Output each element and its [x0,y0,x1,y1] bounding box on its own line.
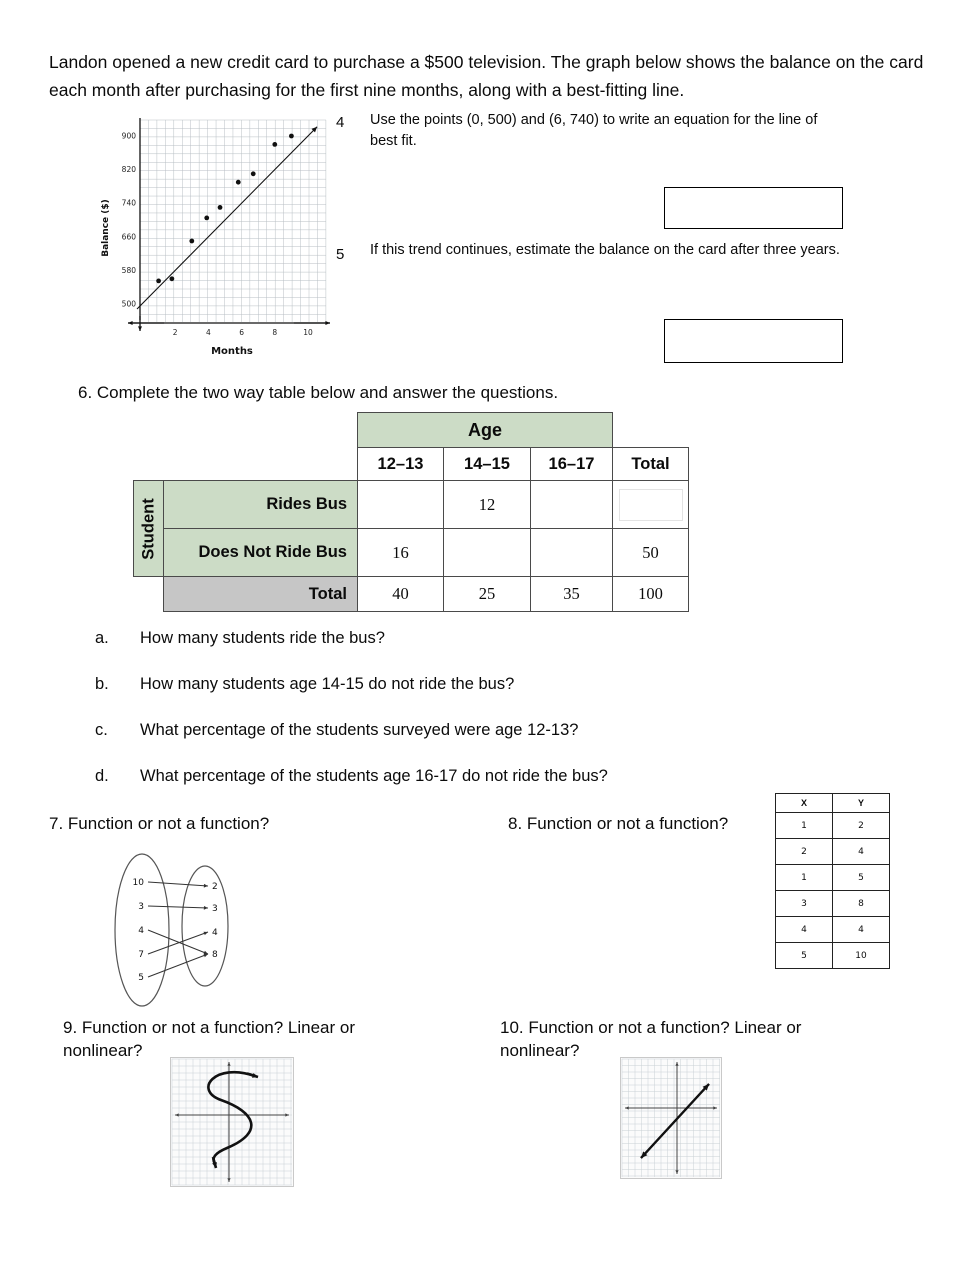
xy-row [776,943,890,969]
balance-graph-svg [94,108,336,366]
q5-answer-box[interactable] [664,319,843,363]
svg-text:4: 4 [138,926,144,936]
xy-cell: 4 [833,917,890,943]
table-spacer [134,577,164,612]
svg-text:900: 900 [121,131,136,141]
age-header-cell: Age [358,413,613,448]
s-curve [208,1072,258,1168]
subquestion-c-letter: c. [95,721,108,739]
row-label-total: Total [164,577,358,612]
q4-number: 4 [336,114,345,131]
cell-dnrb-12-13: 16 [358,529,444,577]
subquestion-b [95,675,514,694]
xy-table [775,793,890,969]
cell-total-16-17: 35 [531,577,613,612]
table-spacer [134,413,358,448]
q4-text: Use the points (0, 500) and (6, 740) to write an equation for the line of best fit. [370,112,818,149]
cell-ridesbus-16-17 [531,481,613,529]
cell-total-14-15: 25 [444,577,531,612]
answer-blank-box[interactable] [619,489,683,521]
xy-cell: 1 [776,813,833,839]
grid-lines [172,1059,292,1185]
q5-text: If this trend continues, estimate the balance on the card after three years. [370,242,840,258]
xy-cell: 5 [776,943,833,969]
col-header-16-17: 16–17 [531,448,613,481]
x-axis-label: Months [211,346,253,357]
xy-cell: 4 [833,839,890,865]
mapping-values [133,878,218,983]
table-spacer [613,413,689,448]
axes [128,118,330,331]
xy-cell: 4 [776,917,833,943]
svg-text:2: 2 [212,882,218,892]
svg-text:500: 500 [121,299,136,309]
svg-text:740: 740 [121,198,136,208]
q7-title: 7. Function or not a function? [49,814,270,833]
subquestion-d-letter: d. [95,767,109,785]
subquestion-d [95,767,608,786]
cell-dnrb-16-17 [531,529,613,577]
cell-ridesbus-total [613,481,689,529]
cell-total-total: 100 [613,577,689,612]
subquestion-b-letter: b. [95,675,109,693]
q8-title: 8. Function or not a function? [508,814,729,833]
col-header-14-15: 14–15 [444,448,531,481]
xy-row [776,865,890,891]
svg-text:4: 4 [212,928,218,938]
xy-cell: 5 [833,865,890,891]
xy-cell: 10 [833,943,890,969]
subquestion-a-text: How many students ride the bus? [140,629,385,647]
xy-cell: 1 [776,865,833,891]
svg-text:820: 820 [121,165,136,175]
mapping-arrows [148,882,208,977]
svg-text:5: 5 [138,973,144,983]
subquestion-b-text: How many students age 14-15 do not ride the bus? [140,675,515,693]
subquestion-c-text: What percentage of the students surveyed were age 12-13? [140,721,579,739]
xy-cell: 8 [833,891,890,917]
row-label-does-not-ride: Does Not Ride Bus [164,529,358,577]
student-side-label [134,481,164,577]
cell-dnrb-total: 50 [613,529,689,577]
q9-s-curve-graph [170,1057,294,1187]
subquestion-d-text: What percentage of the students age 16-17 do not ride the bus? [140,767,608,785]
xy-col-header: Y [833,794,890,813]
xy-cell: 3 [776,891,833,917]
svg-text:3: 3 [138,902,144,912]
subquestion-a [95,629,385,648]
q9-title: 9. Function or not a function? Linear or nonlinear? [63,1018,356,1060]
subquestion-a-letter: a. [95,629,109,647]
q6-title: 6. Complete the two way table below and answer the questions. [78,383,559,402]
svg-text:4: 4 [206,328,211,337]
student-side-label-text: Student [139,497,157,560]
svg-text:8: 8 [212,950,218,960]
scatter-points [156,134,294,284]
cell-total-12-13: 40 [358,577,444,612]
svg-text:10: 10 [303,328,313,337]
y-axis-label: Balance ($) [101,199,111,257]
cell-dnrb-14-15 [444,529,531,577]
xy-row [776,891,890,917]
q4-answer-box[interactable] [664,187,843,229]
cell-ridesbus-14-15: 12 [444,481,531,529]
xy-cell: 2 [833,813,890,839]
mapping-diagram [106,842,246,1012]
grid-lines [140,120,326,322]
xy-row [776,813,890,839]
grid-lines [622,1059,720,1177]
best-fit-line [137,127,317,309]
xy-row [776,917,890,943]
q10-title: 10. Function or not a function? Linear or nonlinear? [500,1018,802,1060]
row-label-rides-bus: Rides Bus [164,481,358,529]
col-header-total: Total [613,448,689,481]
col-header-12-13: 12–13 [358,448,444,481]
axes [625,1062,717,1174]
xy-row [776,839,890,865]
balance-graph [94,108,336,371]
xy-col-header: X [776,794,833,813]
svg-text:660: 660 [121,232,136,242]
svg-text:3: 3 [212,904,218,914]
svg-text:580: 580 [121,265,136,275]
svg-text:10: 10 [132,878,144,888]
table-spacer [134,448,358,481]
svg-text:8: 8 [272,328,278,337]
plotted-line [641,1084,709,1158]
q5-number: 5 [336,246,345,263]
cell-ridesbus-12-13 [358,481,444,529]
svg-text:7: 7 [138,950,144,960]
subquestion-c [95,721,578,740]
xy-cell: 2 [776,839,833,865]
two-way-table [133,412,689,612]
svg-text:2: 2 [172,328,178,337]
intro-paragraph: Landon opened a new credit card to purchase a $500 television. The graph below shows the balance on the card each month after purchasing for the first nine months, along with a best-fitting line. [49,51,924,100]
svg-text:6: 6 [239,328,244,337]
q10-line-graph [620,1057,722,1179]
